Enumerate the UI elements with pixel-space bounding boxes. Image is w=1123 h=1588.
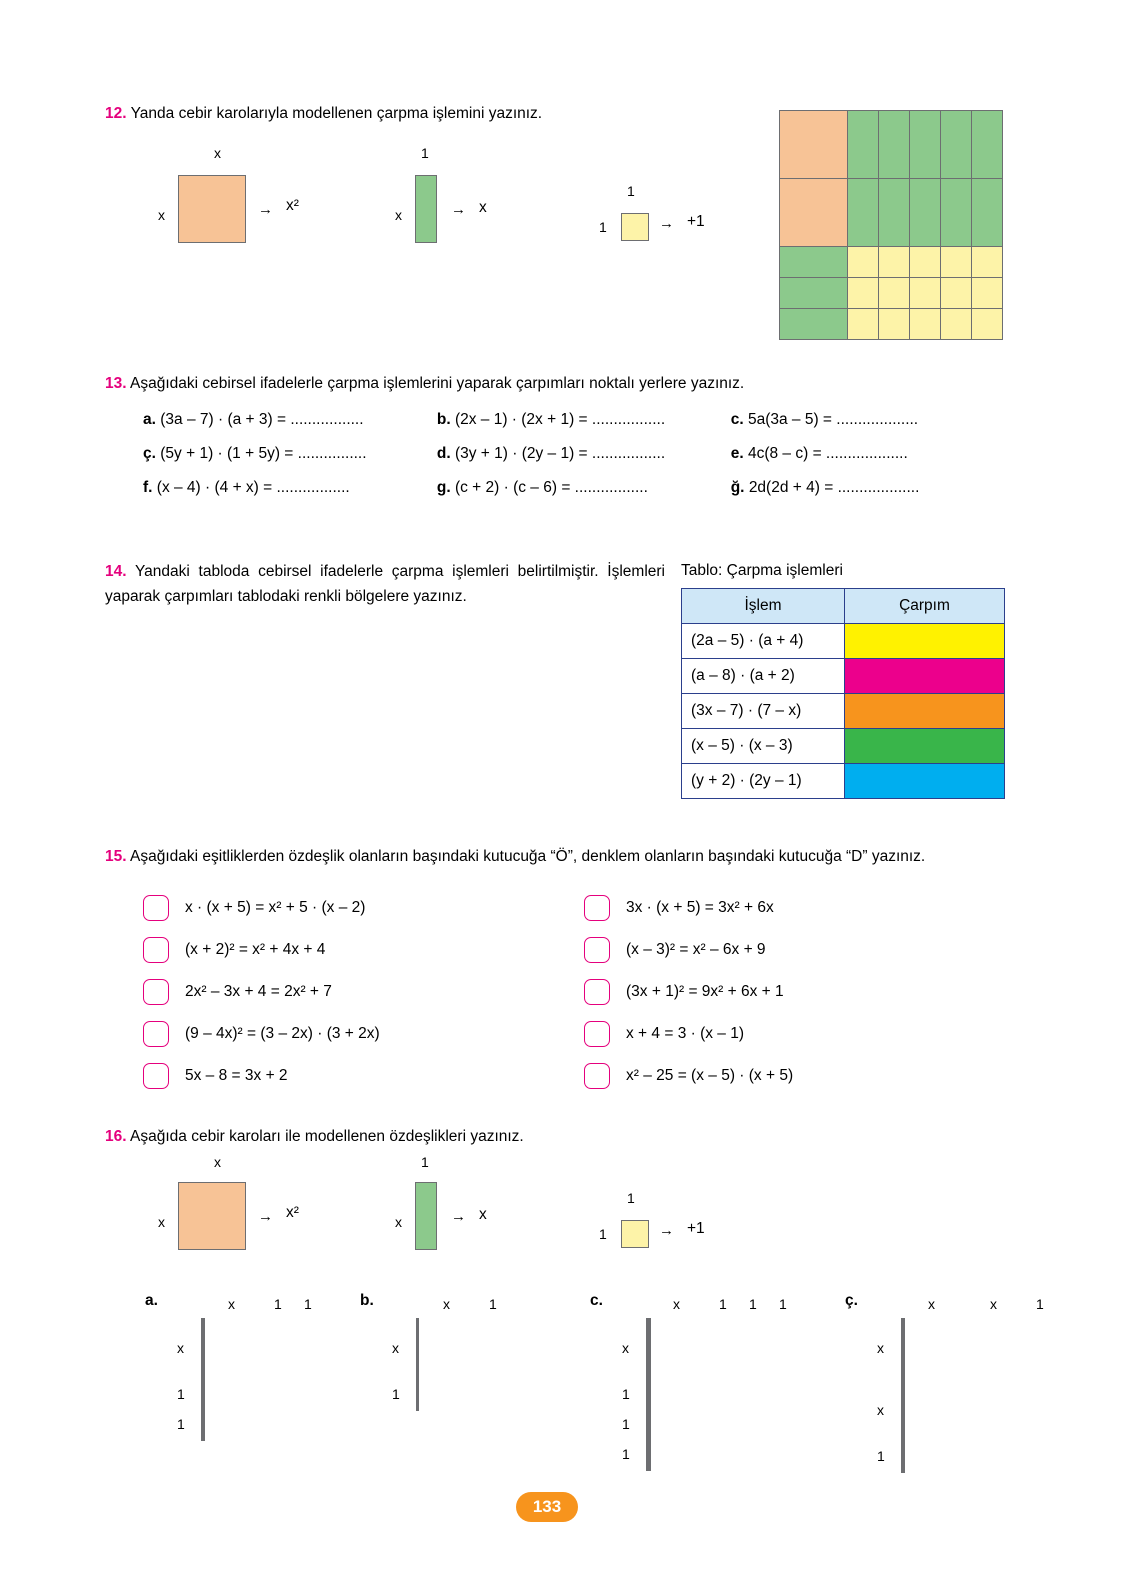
table-row — [682, 659, 1005, 694]
tile-left-label: 1 — [599, 219, 607, 235]
table-cell-expression: (a – 8) · (a + 2) — [682, 659, 845, 694]
question-15-number: 15. — [105, 848, 127, 865]
answer-checkbox-left-2[interactable] — [143, 937, 169, 963]
equation-row — [143, 887, 584, 929]
answer-checkbox-right-4[interactable] — [584, 1021, 610, 1047]
item-expression: (5y + 1) · (1 + 5y) = ................ — [160, 445, 367, 462]
arrow-icon: → — [258, 1208, 273, 1225]
model-grid-row — [647, 1319, 651, 1381]
tile-grid-cell — [879, 179, 910, 247]
model-column-label: x — [228, 1296, 235, 1312]
tile-grid-cell — [941, 247, 972, 278]
question-13-item-b[interactable] — [437, 411, 731, 429]
tile-top-label: 1 — [627, 183, 635, 199]
model-grid-cell — [418, 1319, 419, 1381]
model-column-label: x — [928, 1296, 935, 1312]
table-cell-expression: (2a – 5) · (a + 4) — [682, 624, 845, 659]
equation-text: 2x² – 3x + 4 = 2x² + 7 — [185, 983, 332, 1001]
model-label: a. — [145, 1292, 158, 1309]
model-row-label: x — [877, 1402, 884, 1418]
table-row — [682, 764, 1005, 799]
tile-grid-cell — [941, 179, 972, 247]
question-16-prompt: Aşağıda cebir karoları ile modellenen özdeşlikleri yazınız. — [130, 1128, 524, 1145]
algebra-tile-x — [415, 175, 437, 243]
equation-row — [584, 929, 1025, 971]
model-column-label: 1 — [489, 1296, 497, 1312]
model-row-label: 1 — [622, 1416, 630, 1432]
tile-grid-cell — [972, 111, 1003, 179]
tile-top-label: x — [214, 145, 221, 161]
tile-left-label: x — [395, 207, 402, 223]
tile-grid-cell — [972, 309, 1003, 340]
tile-grid-row — [780, 111, 1003, 179]
model-grid-row — [902, 1443, 905, 1473]
equation-text: 3x · (x + 5) = 3x² + 6x — [626, 899, 774, 917]
equation-text: (x – 3)² = x² – 6x + 9 — [626, 941, 766, 959]
model-grid — [901, 1318, 905, 1473]
tile-grid-cell — [848, 309, 879, 340]
model-grid-row — [202, 1411, 205, 1441]
item-label: d. — [436, 445, 451, 462]
model-row-label: 1 — [177, 1416, 185, 1432]
answer-checkbox-left-5[interactable] — [143, 1063, 169, 1089]
item-label: ğ. — [730, 479, 745, 496]
equation-row — [584, 887, 1025, 929]
tile-grid-cell — [879, 111, 910, 179]
tile-grid-cell — [941, 111, 972, 179]
question-12-tile-grid — [779, 110, 1003, 340]
model-column-label: x — [443, 1296, 450, 1312]
tile-grid-cell — [780, 111, 848, 179]
tile-grid-cell — [910, 278, 941, 309]
arrow-icon: → — [451, 201, 466, 218]
table-cell-answer-area[interactable] — [845, 624, 1005, 659]
table-row — [682, 694, 1005, 729]
model-grid-row — [202, 1319, 205, 1381]
table-row — [682, 624, 1005, 659]
question-15-columns — [143, 887, 1025, 1097]
item-expression: 5a(3a – 5) = ................... — [747, 411, 919, 428]
tile-grid-cell — [910, 247, 941, 278]
equation-row — [584, 1013, 1025, 1055]
question-13-prompt: Aşağıdaki cebirsel ifadelerle çarpma işlemlerini yaparak çarpımları noktalı yerlere yazınız. — [130, 375, 745, 392]
table-cell-answer-area[interactable] — [845, 659, 1005, 694]
legend-result-x: x — [479, 199, 487, 216]
tile-left-label: 1 — [599, 1226, 607, 1242]
item-expression: (3a – 7) · (a + 3) = ................. — [160, 411, 364, 428]
table-header-islem: İşlem — [682, 589, 845, 624]
tile-grid-table — [779, 110, 1003, 340]
algebra-tile-x-squared — [178, 175, 246, 243]
tile-grid-cell — [848, 247, 879, 278]
model-row-label: x — [392, 1340, 399, 1356]
table-cell-expression: (x – 5) · (x – 3) — [682, 729, 845, 764]
legend-result-one: +1 — [687, 1220, 705, 1237]
algebra-tile-x — [415, 1182, 437, 1250]
question-14-table-wrapper — [681, 562, 1005, 799]
model-row-label: 1 — [622, 1386, 630, 1402]
tile-grid-cell — [910, 309, 941, 340]
model-grid — [201, 1318, 205, 1441]
question-14 — [105, 560, 665, 610]
equation-text: x² – 25 = (x – 5) · (x + 5) — [626, 1067, 794, 1085]
equation-text: x + 4 = 3 · (x – 1) — [626, 1025, 745, 1043]
model-grid-row — [647, 1411, 651, 1441]
table-header-carpim: Çarpım — [845, 589, 1005, 624]
tile-grid-cell — [941, 278, 972, 309]
question-12-number: 12. — [105, 105, 127, 122]
tile-grid-cell — [941, 309, 972, 340]
model-grid-cell — [650, 1319, 651, 1381]
legend-result-x-squared: x² — [286, 197, 299, 214]
table-cell-expression: (y + 2) · (2y – 1) — [682, 764, 845, 799]
model-column-label: 1 — [1036, 1296, 1044, 1312]
item-label: b. — [436, 411, 451, 428]
answer-checkbox-right-2[interactable] — [584, 937, 610, 963]
question-15-prompt: Aşağıdaki eşitliklerden özdeşlik olanların başındaki kutucuğa “Ö”, denklem olanların başındaki kutucuğa “D” yazınız. — [130, 848, 926, 865]
tile-grid-cell — [780, 247, 848, 278]
model-row-label: x — [877, 1340, 884, 1356]
question-13-item-c[interactable] — [731, 411, 1005, 429]
model-column-label: x — [673, 1296, 680, 1312]
question-13-item-g-breve[interactable] — [731, 479, 1005, 497]
item-expression: 4c(8 – c) = ................... — [747, 445, 908, 462]
equation-text: (3x + 1)² = 9x² + 6x + 1 — [626, 983, 784, 1001]
table-cell-answer-area[interactable] — [845, 694, 1005, 729]
model-column-label: 1 — [779, 1296, 787, 1312]
tile-grid-cell — [848, 179, 879, 247]
model-grid-row — [902, 1319, 905, 1381]
question-12-legend — [105, 145, 785, 275]
model-row-label: x — [622, 1340, 629, 1356]
question-13-number: 13. — [105, 375, 127, 392]
tile-grid-cell — [910, 111, 941, 179]
equation-text: (x + 2)² = x² + 4x + 4 — [185, 941, 326, 959]
model-grid-cell — [904, 1443, 905, 1473]
model-grid-row — [417, 1381, 419, 1411]
equation-row — [143, 1055, 584, 1097]
question-15-text — [105, 845, 1025, 869]
arrow-icon: → — [451, 1208, 466, 1225]
tile-top-label: 1 — [421, 145, 429, 161]
equation-text: x · (x + 5) = x² + 5 · (x – 2) — [185, 899, 366, 917]
table-cell-answer-area[interactable] — [845, 729, 1005, 764]
tile-left-label: x — [395, 1214, 402, 1230]
model-grid-row — [417, 1319, 419, 1381]
tile-grid-cell — [780, 309, 848, 340]
equation-text: (9 – 4x)² = (3 – 2x) · (3 + 2x) — [185, 1025, 380, 1043]
arrow-icon: → — [659, 1222, 674, 1239]
model-label: ç. — [845, 1292, 858, 1309]
tile-grid-cell — [848, 111, 879, 179]
table-cell-answer-area[interactable] — [845, 764, 1005, 799]
model-grid — [416, 1318, 419, 1411]
algebra-tile-x-squared — [178, 1182, 246, 1250]
answer-checkbox-right-3[interactable] — [584, 979, 610, 1005]
model-grid-cell — [904, 1319, 905, 1381]
model-grid-cell — [204, 1381, 205, 1411]
tile-grid-cell — [972, 247, 1003, 278]
equation-row — [143, 929, 584, 971]
tile-grid-cell — [972, 179, 1003, 247]
answer-checkbox-left-3[interactable] — [143, 979, 169, 1005]
tile-grid-cell — [879, 309, 910, 340]
model-grid-cell — [418, 1381, 419, 1411]
arrow-icon: → — [258, 201, 273, 218]
tile-top-label: 1 — [421, 1154, 429, 1170]
question-13-item-d[interactable] — [437, 445, 731, 463]
legend-result-one: +1 — [687, 213, 705, 230]
item-label: a. — [143, 411, 156, 428]
legend-result-x-squared: x² — [286, 1204, 299, 1221]
model-column-label: 1 — [274, 1296, 282, 1312]
question-16-number: 16. — [105, 1128, 127, 1145]
model-grid-cell — [204, 1411, 205, 1441]
answer-checkbox-left-4[interactable] — [143, 1021, 169, 1047]
table-cell-expression: (3x – 7) · (7 – x) — [682, 694, 845, 729]
model-grid — [646, 1318, 651, 1471]
question-13-row — [143, 479, 1005, 497]
model-label: b. — [360, 1292, 374, 1309]
model-grid-row — [647, 1441, 651, 1471]
question-13-text — [105, 375, 1005, 393]
arrow-icon: → — [659, 215, 674, 232]
answer-checkbox-right-5[interactable] — [584, 1063, 610, 1089]
question-13-item-c-cedilla[interactable] — [143, 445, 437, 463]
tile-grid-cell — [780, 179, 848, 247]
model-grid-row — [202, 1381, 205, 1411]
model-grid-cell — [650, 1381, 651, 1411]
question-16-text — [105, 1128, 1055, 1146]
question-15-left-column — [143, 887, 584, 1097]
item-label: c. — [730, 411, 744, 428]
item-expression: (c + 2) · (c – 6) = ................. — [454, 479, 648, 496]
tile-grid-row — [780, 179, 1003, 247]
question-13-items — [143, 411, 1005, 497]
question-13-row — [143, 411, 1005, 429]
question-13-item-e[interactable] — [731, 445, 1005, 463]
item-expression: (2x – 1) · (2x + 1) = ................. — [454, 411, 666, 428]
tile-grid-cell — [972, 278, 1003, 309]
item-expression: 2d(2d + 4) = ................... — [748, 479, 920, 496]
equation-row — [143, 1013, 584, 1055]
model-row-label: 1 — [392, 1386, 400, 1402]
model-row-label: 1 — [877, 1448, 885, 1464]
model-grid-row — [647, 1381, 651, 1411]
equation-row — [143, 971, 584, 1013]
question-12-text — [105, 105, 785, 123]
tile-top-label: x — [214, 1154, 221, 1170]
model-row-label: x — [177, 1340, 184, 1356]
model-grid-cell — [650, 1441, 651, 1471]
tile-grid-row — [780, 278, 1003, 309]
item-expression: (3y + 1) · (2y – 1) = ................. — [454, 445, 666, 462]
question-15-right-column — [584, 887, 1025, 1097]
tile-grid-cell — [910, 179, 941, 247]
item-expression: (x – 4) · (4 + x) = ................. — [156, 479, 350, 496]
question-14-prompt: Yandaki tabloda cebirsel ifadelerle çarpma işlemleri belirtilmiştir. İşlemleri yaparak çarpımları tablodaki renkli bölgelere yazınız. — [105, 563, 665, 605]
model-column-label: 1 — [304, 1296, 312, 1312]
question-14-number: 14. — [105, 563, 127, 580]
model-row-label: 1 — [177, 1386, 185, 1402]
question-13-row — [143, 445, 1005, 463]
question-13-item-a[interactable] — [143, 411, 437, 429]
algebra-tile-one — [621, 213, 649, 241]
question-15 — [105, 845, 1025, 1097]
tile-grid-row — [780, 247, 1003, 278]
tile-grid-row — [780, 309, 1003, 340]
question-14-text — [105, 560, 665, 610]
item-label: e. — [730, 445, 744, 462]
item-label: f. — [143, 479, 153, 496]
tile-grid-cell — [879, 247, 910, 278]
page-number-badge: 133 — [516, 1492, 578, 1522]
answer-checkbox-left-1[interactable] — [143, 895, 169, 921]
question-13 — [105, 375, 1005, 513]
tile-left-label: x — [158, 207, 165, 223]
item-label: g. — [436, 479, 451, 496]
model-column-label: 1 — [719, 1296, 727, 1312]
model-label: c. — [590, 1292, 603, 1309]
model-grid-cell — [904, 1381, 905, 1443]
tile-grid-cell — [848, 278, 879, 309]
answer-checkbox-right-1[interactable] — [584, 895, 610, 921]
model-grid-cell — [650, 1411, 651, 1441]
question-12 — [105, 105, 785, 275]
equation-row — [584, 1055, 1025, 1097]
model-column-label: x — [990, 1296, 997, 1312]
question-16 — [105, 1128, 1055, 1516]
equation-text: 5x – 8 = 3x + 2 — [185, 1067, 288, 1085]
table-header-row — [682, 589, 1005, 624]
question-13-item-f[interactable] — [143, 479, 437, 497]
model-row-label: 1 — [622, 1446, 630, 1462]
question-16-legend — [105, 1154, 1055, 1280]
table-row — [682, 729, 1005, 764]
item-label: ç. — [143, 445, 156, 462]
equation-row — [584, 971, 1025, 1013]
multiplication-table — [681, 588, 1005, 799]
table-caption: Tablo: Çarpma işlemleri — [681, 562, 843, 579]
question-16-models — [105, 1286, 1055, 1516]
tile-left-label: x — [158, 1214, 165, 1230]
tile-grid-cell — [780, 278, 848, 309]
algebra-tile-one — [621, 1220, 649, 1248]
model-grid-row — [902, 1381, 905, 1443]
model-column-label: 1 — [749, 1296, 757, 1312]
model-grid-cell — [204, 1319, 205, 1381]
question-12-prompt: Yanda cebir karolarıyla modellenen çarpma işlemini yazınız. — [130, 105, 543, 122]
tile-top-label: 1 — [627, 1190, 635, 1206]
legend-result-x: x — [479, 1206, 487, 1223]
question-13-item-g[interactable] — [437, 479, 731, 497]
tile-grid-cell — [879, 278, 910, 309]
